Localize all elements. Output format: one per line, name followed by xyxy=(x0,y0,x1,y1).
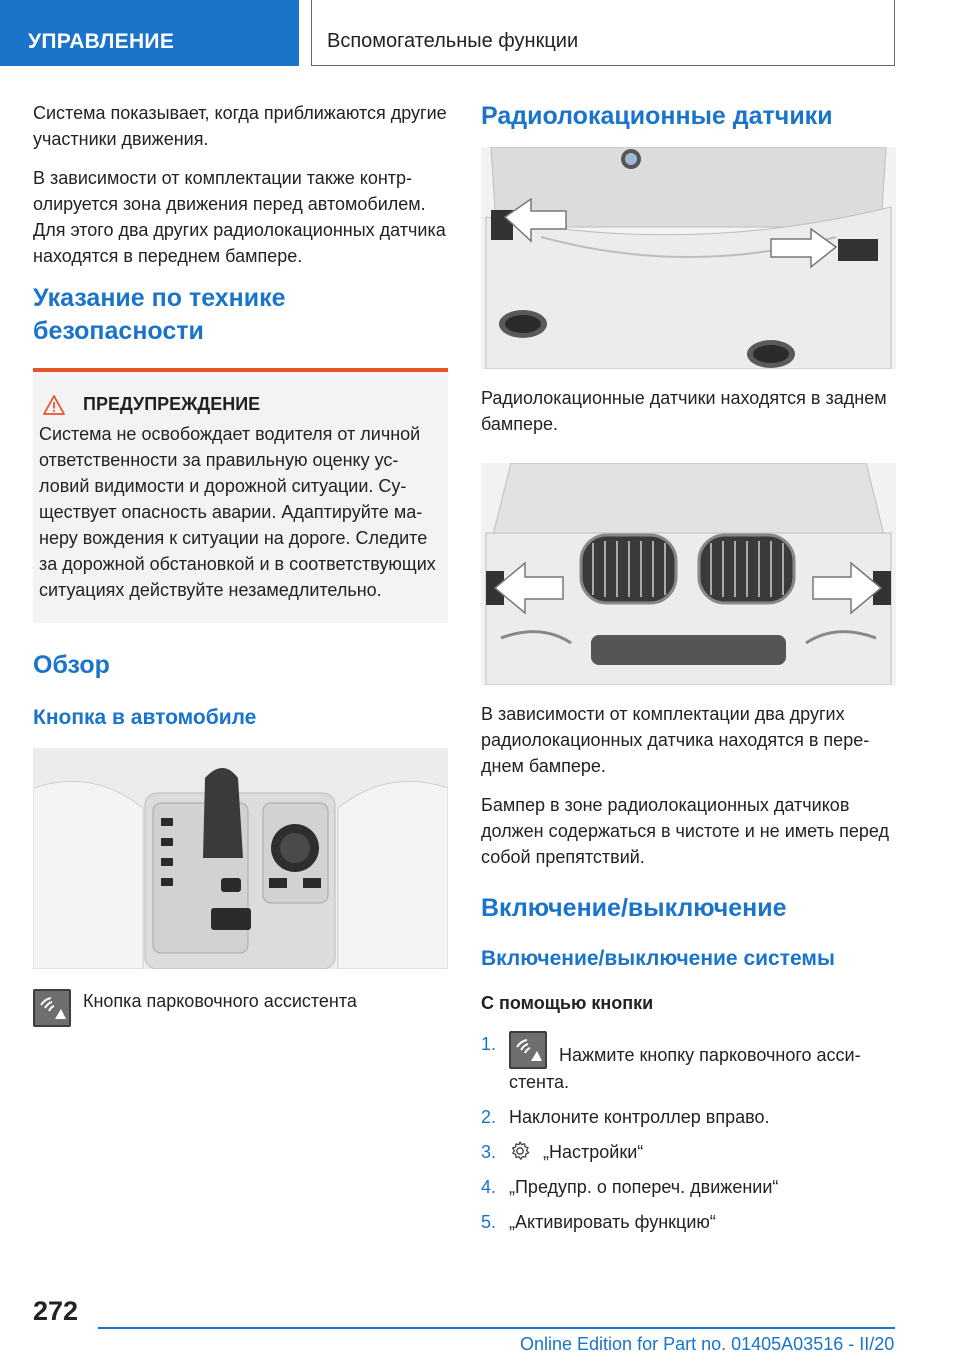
warning-title: ПРЕДУПРЕЖДЕНИЕ xyxy=(83,394,261,414)
safety-heading: Указание по технике безопасности xyxy=(33,284,286,345)
step-number: 3. xyxy=(481,1142,497,1162)
page-header xyxy=(0,0,960,66)
onoff-system-heading: Включение/выключение системы xyxy=(481,947,835,970)
with-button-subheading: С помощью кнопки xyxy=(481,993,654,1013)
gear-icon xyxy=(509,1140,531,1162)
overview-heading: Обзор xyxy=(33,651,110,679)
rear-caption: Радиолокационные датчики находятся в заднем бампере. xyxy=(481,388,887,434)
section-tab[interactable]: УПРАВЛЕНИЕ xyxy=(0,0,299,66)
steps-list xyxy=(481,1031,896,1235)
list-item xyxy=(481,1174,896,1200)
list-item xyxy=(481,1139,896,1165)
intro-paragraph-1: Система показывает, когда приближаются другие участники движения. xyxy=(33,103,447,149)
page-number: 272 xyxy=(33,1296,79,1326)
step-text: „Настройки“ xyxy=(543,1142,644,1162)
step-text: „Предупр. о попереч. движении“ xyxy=(509,1177,779,1197)
chapter-title: Вспомогательные функции xyxy=(311,0,895,66)
parking-assistant-icon xyxy=(509,1031,547,1069)
right-column xyxy=(481,100,896,1244)
button-caption: Кнопка парковочного ассистента xyxy=(83,991,357,1011)
step-number: 4. xyxy=(481,1177,497,1197)
warning-text: Система не освобождает водителя от личной ответственности за правильную оценку условий видимости и дорожной ситуации. Существует опасность аварии. Адаптируйте манеру вождения к ситуации на дороге. Следите за дорожной обстановкой и в соответствующих ситуациях действуйте незамедлительно. xyxy=(39,424,436,600)
rear-bumper-image xyxy=(481,147,896,369)
button-caption-row xyxy=(33,989,448,1027)
warning-header xyxy=(39,394,442,415)
footer-divider xyxy=(98,1327,895,1329)
front-caption: В зависимости от комплектации два других радиолокационных датчика находятся в переднем бампере. xyxy=(481,704,870,776)
front-bumper-image xyxy=(481,463,896,685)
step-text: Наклоните контроллер вправо. xyxy=(509,1107,770,1127)
list-item xyxy=(481,1209,896,1235)
intro-paragraph-2: В зависимости от комплектации также контролируется зона движения перед автомобилем. Для этого два других радиолокационных датчика находятся в переднем бампере. xyxy=(33,168,446,266)
step-number: 1. xyxy=(481,1034,497,1054)
step-text: „Активировать функцию“ xyxy=(509,1212,716,1232)
bumper-note: Бампер в зоне радиолокационных датчиков должен содержаться в чистоте и не иметь перед собой препятствий. xyxy=(481,795,890,867)
onoff-heading: Включение/выключение xyxy=(481,894,787,922)
edition-note: Online Edition for Part no. 01405A03516 - II/20 xyxy=(520,1334,895,1354)
warning-triangle-icon xyxy=(43,395,65,415)
parking-assistant-icon xyxy=(33,989,71,1027)
step-number: 2. xyxy=(481,1107,497,1127)
sensors-heading: Радиолокационные датчики xyxy=(481,102,833,130)
list-item xyxy=(481,1031,896,1095)
left-column xyxy=(33,100,448,1027)
list-item xyxy=(481,1104,896,1130)
step-text: Нажмите кнопку парковочного ассистента. xyxy=(509,1045,861,1092)
center-console-image xyxy=(33,748,448,969)
warning-box xyxy=(33,368,448,623)
button-heading: Кнопка в автомобиле xyxy=(33,706,257,729)
step-number: 5. xyxy=(481,1212,497,1232)
